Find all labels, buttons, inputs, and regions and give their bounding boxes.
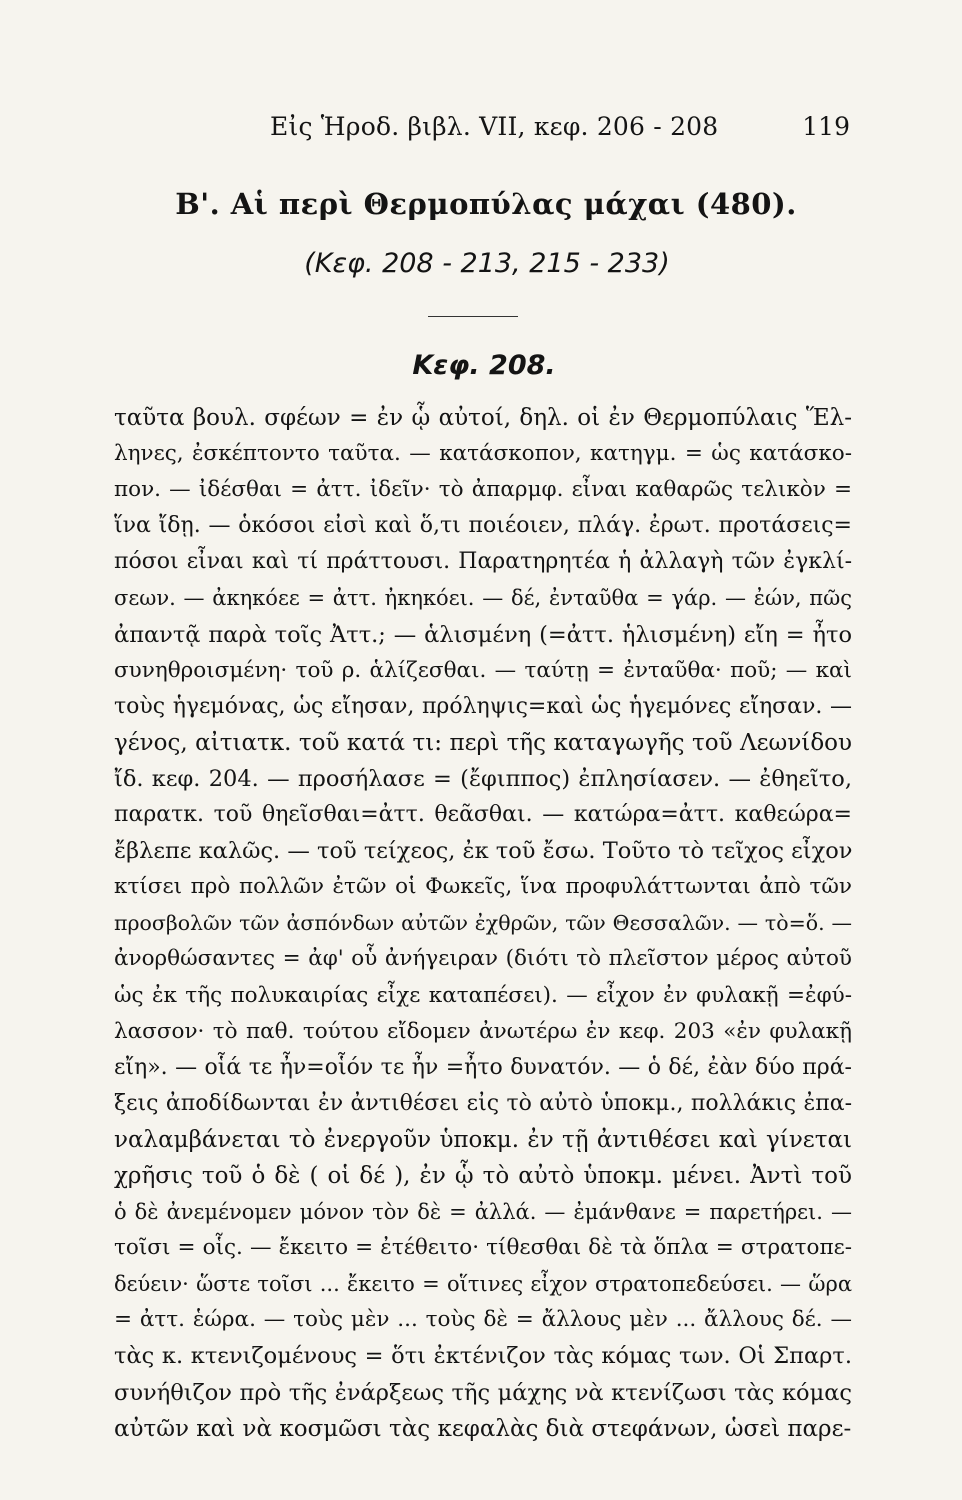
text-line: λασσον· τὸ παθ. τούτου εἴδομεν ἀνωτέρω ἐν κεφ. 203 «ἐν φυλακῇ <box>114 1018 852 1044</box>
text-line: τοὺς ἡγεμόνας, ὡς εἴησαν, πρόληψις=καὶ ὡς ἡγεμόνες εἴησαν. — <box>114 693 852 719</box>
text-line: δεύειν· ὥστε τοῖσι ... ἔκειτο = οἵτινες εἶχον στρατοπεδεύσει. — ὥρα <box>114 1272 852 1297</box>
text-line: ἴδ. κεφ. 204. — προσήλασε = (ἔφιππος) ἐπλησίασεν. — ἐθηεῖτο, <box>114 765 852 792</box>
commentary-text <box>114 400 852 1447</box>
chapter-heading: Κεφ. 208. <box>412 350 556 381</box>
text-line: ληνες, ἐσκέπτοντο ταῦτα. — κατάσκοπον, κατηγμ. = ὡς κατάσκο- <box>114 441 852 467</box>
section-chapter-range: (Κεφ. 208 - 213, 215 - 233) <box>304 248 670 279</box>
text-line: ἔβλεπε καλῶς. — τοῦ τείχεος, ἐκ τοῦ ἔσω. Τοῦτο τὸ τεῖχος εἶχον <box>114 838 852 865</box>
text-line: παρατκ. τοῦ θηεῖσθαι=ἀττ. θεᾶσθαι. — κατώρα=ἀττ. καθεώρα= <box>114 802 852 828</box>
text-line: αὐτῶν καὶ νὰ κοσμῶσι τὰς κεφαλὰς διὰ στεφάνων, ὡσεὶ παρε- <box>114 1415 852 1442</box>
text-line: ὡς ἐκ τῆς πολυκαιρίας εἶχε καταπέσει). — εἶχον ἐν φυλακῇ =ἐφύ- <box>114 982 852 1008</box>
page-number: 119 <box>802 112 850 141</box>
text-line: ἀνορθώσαντες = ἀφ' οὗ ἀνήγειραν (διότι τὸ πλεῖστον μέρος αὐτοῦ <box>114 946 852 972</box>
text-line: συνηθροισμένη· τοῦ ρ. ἁλίζεσθαι. — ταύτῃ = ἐνταῦθα· ποῦ; — καὶ <box>114 657 852 683</box>
text-line: εἴη». — οἷά τε ἦν=οἷόν τε ἦν =ἦτο δυνατόν. — ὁ δέ, ἐὰν δύο πρά- <box>114 1054 852 1080</box>
running-head-title: Εἰς Ἡροδ. βιβλ. VII, κεφ. 206 - 208 <box>270 112 719 141</box>
text-line: συνήθιζον πρὸ τῆς ἐνάρξεως τῆς μάχης νὰ κτενίζωσι τὰς κόμας <box>114 1379 852 1406</box>
text-line: πόσοι εἶναι καὶ τί πράττουσι. Παρατηρητέα ἡ ἀλλαγὴ τῶν ἐγκλί- <box>114 549 852 575</box>
text-line: ναλαμβάνεται τὸ ἐνεργοῦν ὑποκμ. ἐν τῇ ἀντιθέσει καὶ γίνεται <box>114 1126 852 1153</box>
text-line: ταῦτα βουλ. σφέων = ἐν ᾧ αὐτοί, δηλ. οἱ ἐν Θερμοπύλαις Ἕλ- <box>114 405 852 431</box>
text-line: σεων. — ἀκηκόεε = ἀττ. ἠκηκόει. — δέ, ἐνταῦθα = γάρ. — ἐών, πῶς <box>114 586 852 611</box>
text-line: ἵνα ἴδῃ. — ὁκόσοι εἰσὶ καὶ ὅ,τι ποιέοιεν, πλάγ. ἐρωτ. προτάσεις= <box>114 513 852 539</box>
divider-rule <box>428 316 518 317</box>
text-line: προσβολῶν τῶν ἀσπόνδων αὐτῶν ἐχθρῶν, τῶν Θεσσαλῶν. — τὸ=ὅ. — <box>114 911 852 936</box>
text-line: τὰς κ. κτενιζομένους = ὅτι ἐκτένιζον τὰς κόμας των. Οἱ Σπαρτ. <box>114 1343 852 1370</box>
text-line: = ἀττ. ἑώρα. — τοὺς μὲν ... τοὺς δὲ = ἄλλους μὲν ... ἄλλους δέ. — <box>114 1307 852 1333</box>
running-head <box>110 112 850 146</box>
text-line: ἀπαντᾷ παρὰ τοῖς Ἀττ.; — ἁλισμένη (=ἀττ. ἡλισμένη) εἴη = ἦτο <box>114 621 852 648</box>
section-heading: Β'. Αἱ περὶ Θερμοπύλας μάχαι (480). <box>175 187 797 221</box>
text-line: τοῖσι = οἷς. — ἔκειτο = ἐτέθειτο· τίθεσθαι δὲ τὰ ὅπλα = στρατοπε- <box>114 1235 852 1261</box>
text-line: ὁ δὲ ἀνεμένομεν μόνον τὸν δὲ = ἀλλά. — ἐμάνθανε = παρετήρει. — <box>114 1200 852 1225</box>
text-line: γένος, αἰτιατκ. τοῦ κατά τι: περὶ τῆς καταγωγῆς τοῦ Λεωνίδου <box>114 729 852 756</box>
text-line: χρῆσις τοῦ ὁ δὲ ( οἱ δέ ), ἐν ᾧ τὸ αὐτὸ ὑποκμ. μένει. Ἀντὶ τοῦ <box>114 1162 852 1189</box>
text-line: κτίσει πρὸ πολλῶν ἐτῶν οἱ Φωκεῖς, ἵνα προφυλάττωνται ἀπὸ τῶν <box>114 874 852 900</box>
text-line: ξεις ἀποδίδωνται ἐν ἀντιθέσει εἰς τὸ αὐτὸ ὑποκμ., πολλάκις ἐπα- <box>114 1090 852 1116</box>
text-line: πον. — ἰδέσθαι = ἀττ. ἰδεῖν· τὸ ἀπαρμφ. εἶναι καθαρῶς τελικὸν = <box>114 477 852 503</box>
